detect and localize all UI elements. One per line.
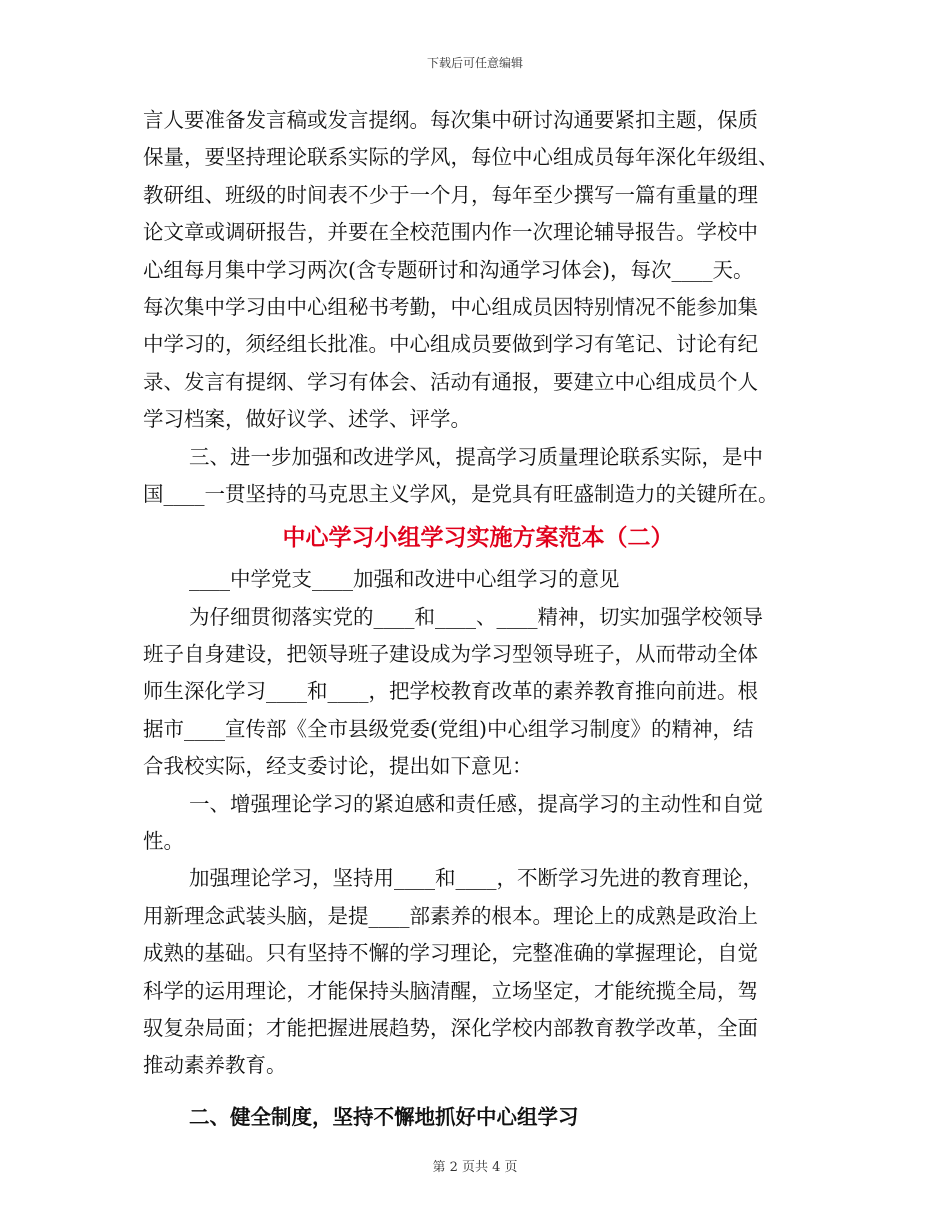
text-line: 据市____宣传部《全市县级党委(党组)中心组学习制度》的精神，结: [143, 716, 754, 741]
text-line: 每次集中学习由中心组秘书考勤，中心组成员因特别情况不能参加集: [143, 294, 758, 319]
paragraph-4: [143, 860, 813, 1084]
paragraph-2: [143, 439, 813, 514]
paragraph-3: [143, 599, 813, 786]
text-line: 三、进一步加强和改进学风，提高学习质量理论联系实际，是中: [189, 444, 763, 469]
text-line: 合我校实际，经支委讨论，提出如下意见：: [143, 754, 533, 779]
text-line: 推动素养教育。: [143, 1053, 287, 1078]
text-line: 驭复杂局面；才能把握进展趋势，深化学校内部教育教学改革，全面: [143, 1015, 758, 1040]
text-line: 加强理论学习，坚持用____和____，不断学习先进的教育理论，: [189, 866, 763, 891]
text-line: 成熟的基础。只有坚持不懈的学习理论，完整准确的掌握理论，自觉: [143, 941, 758, 966]
text-line: 一、增强理论学习的紧迫感和责任感，提高学习的主动性和自觉: [189, 791, 763, 816]
text-line: 保量，要坚持理论联系实际的学风，每位中心组成员每年深化年级组、: [143, 145, 779, 170]
text-line: 性。: [143, 829, 184, 854]
text-line: 中学习的，须经组长批准。中心组成员要做到学习有笔记、讨论有纪: [143, 332, 758, 357]
text-line: 论文章或调研报告，并要在全校范围内作一次理论辅导报告。学校中: [143, 220, 758, 245]
text-line: 国____一贯坚持的马克思主义学风，是党具有旺盛制造力的关键所在。: [143, 481, 779, 506]
page-footer: 第 2 页共 4 页: [432, 1160, 518, 1175]
text-line: 师生深化学习____和____，把学校教育改革的素养教育推向前进。根: [143, 679, 758, 704]
text-line: 心组每月集中学习两次(含专题研讨和沟通学习体会)，每次____天。: [143, 257, 754, 282]
text-line: 为仔细贯彻落实党的____和____、____精神，切实加强学校领导: [189, 604, 763, 629]
section-title: 中心学习小组学习实施方案范本（二）: [282, 525, 674, 552]
text-line: 录、发言有提纲、学习有体会、活动有通报，要建立中心组成员个人: [143, 369, 758, 394]
text-line: 用新理念武装头脑，是提____部素养的根本。理论上的成熟是政治上: [143, 903, 758, 928]
text-line: 言人要准备发言稿或发言提纲。每次集中研讨沟通要紧扣主题，保质: [143, 108, 758, 132]
section-heading-1: [143, 786, 813, 861]
paragraph-1: [143, 102, 813, 439]
text-line: 班子自身建设，把领导班子建设成为学习型领导班子，从而带动全体: [143, 642, 758, 667]
text-line: 科学的运用理论，才能保持头脑清醒，立场坚定，才能统揽全局，驾: [143, 978, 758, 1003]
subtitle: ____中学党支____加强和改进中心组学习的意见: [189, 567, 620, 592]
section-heading-2: 二、健全制度，坚持不懈地抓好中心组学习: [189, 1104, 579, 1129]
page-header: 下载后可任意编辑: [426, 56, 523, 70]
document-body: [143, 102, 813, 1136]
text-line: 教研组、班级的时间表不少于一个月，每年至少撰写一篇有重量的理: [143, 182, 758, 207]
text-line: 学习档案，做好议学、述学、评学。: [143, 407, 471, 432]
